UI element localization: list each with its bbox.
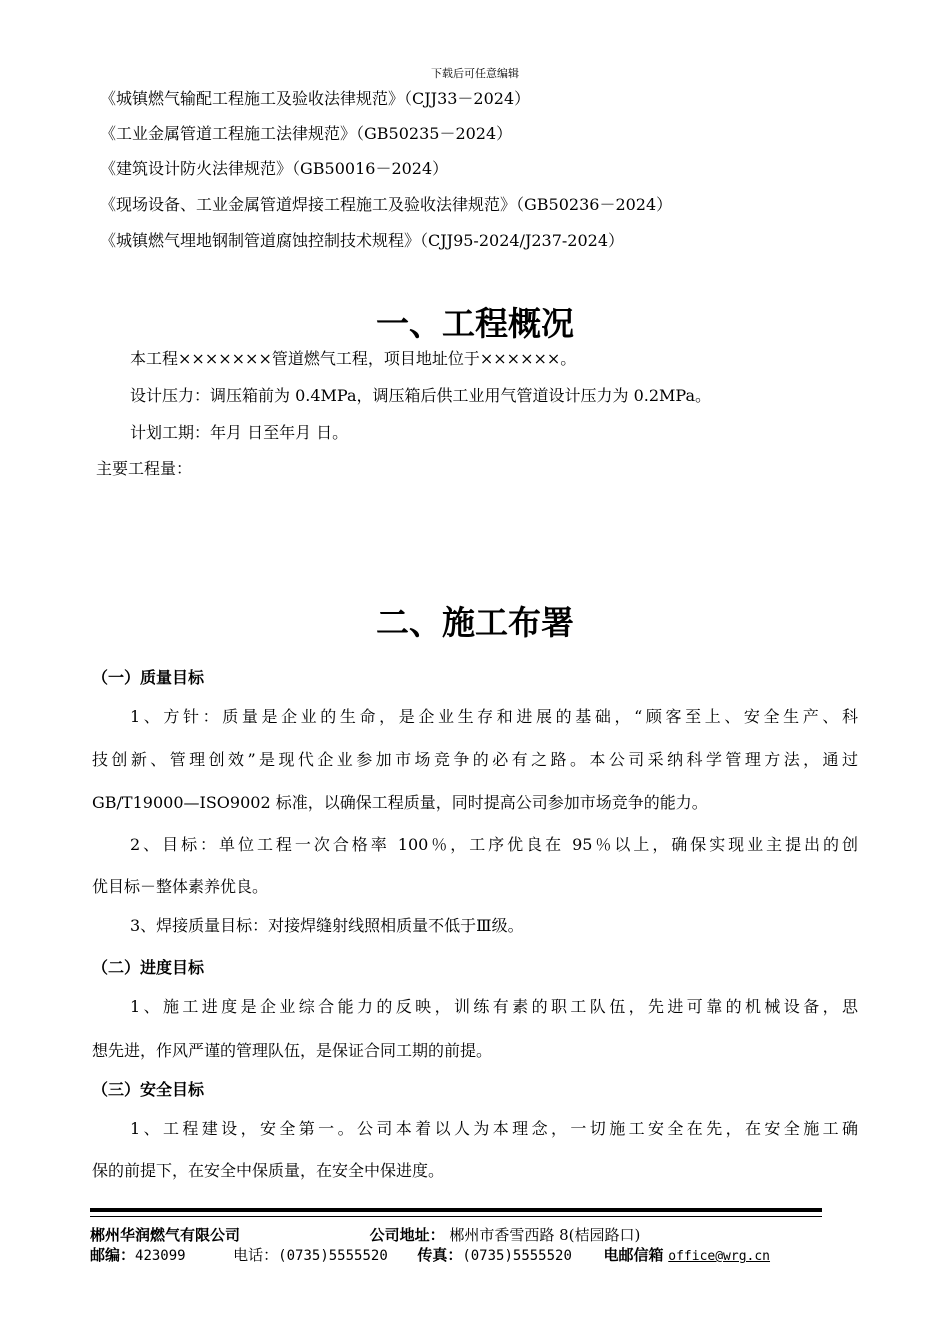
footer-email-label: 电邮信箱: [603, 1246, 664, 1264]
footer-email-link[interactable]: office@wrg.cn: [668, 1249, 771, 1264]
footer-fax: (0735)5555520: [462, 1248, 572, 1264]
section-title-deployment: 二、施工布署: [376, 603, 574, 642]
reference-item: 《城镇燃气埋地钢制管道腐蚀控制技术规程》（CJJ95-2024/J237-2024）: [100, 231, 625, 250]
footer-company-name: 郴州华润燃气有限公司: [90, 1226, 241, 1244]
progress-p1-line1: 1、施工进度是企业综合能力的反映，训练有素的职工队伍，先进可靠的机械设备，思: [130, 997, 858, 1016]
safety-p1-line1: 1、工程建设，安全第一。公司本着以人为本理念，一切施工安全在先，在安全施工确: [130, 1119, 858, 1138]
reference-item: 《工业金属管道工程施工法律规范》（GB50235－2024）: [100, 124, 513, 143]
footer-divider-thin: [90, 1216, 822, 1217]
quality-heading: （一）质量目标: [92, 668, 205, 687]
main-quantity-label: 主要工程量：: [96, 459, 193, 478]
footer-divider-thick: [90, 1208, 822, 1212]
overview-project-line: 本工程×××××××管道燃气工程，项目地址位于××××××。: [130, 349, 577, 368]
quality-p3: 3、焊接质量目标：对接焊缝射线照相质量不低于Ⅲ级。: [130, 916, 524, 935]
quality-p2-line2: 优目标－整体素养优良。: [92, 877, 269, 896]
footer-phone: (0735)5555520: [278, 1248, 388, 1264]
footer-address-label: 公司地址：: [369, 1226, 445, 1244]
safety-p1-line2: 保的前提下，在安全中保质量，在安全中保进度。: [92, 1161, 445, 1180]
footer-postcode-label: 邮编：: [90, 1246, 136, 1264]
section-title-overview: 一、工程概况: [376, 304, 574, 343]
footer-phone-label: 电话：: [233, 1246, 279, 1264]
header-note: 下载后可任意编辑: [431, 67, 519, 80]
footer-postcode: 423099: [135, 1248, 186, 1264]
quality-p1-line2: 技创新、管理创效”是现代企业参加市场竞争的必有之路。本公司采纳科学管理方法，通过: [92, 750, 858, 769]
overview-pressure-line: 设计压力：调压箱前为 0.4MPa，调压箱后供工业用气管道设计压力为 0.2MPa。: [130, 386, 712, 405]
progress-p1-line2: 想先进，作风严谨的管理队伍，是保证合同工期的前提。: [92, 1041, 493, 1060]
reference-item: 《建筑设计防火法律规范》（GB50016－2024）: [100, 159, 449, 178]
footer-address: 郴州市香雪西路 8(桔园路口): [449, 1226, 641, 1244]
footer-company-row: [90, 1226, 830, 1244]
safety-heading: （三）安全目标: [92, 1080, 205, 1099]
progress-heading: （二）进度目标: [92, 958, 205, 977]
quality-p2-line1: 2、目标：单位工程一次合格率 100％，工序优良在 95％以上，确保实现业主提出的创: [130, 835, 858, 854]
footer-contact-row: [90, 1246, 830, 1266]
reference-item: 《城镇燃气输配工程施工及验收法律规范》（CJJ33－2024）: [100, 89, 531, 108]
quality-p1-line3: GB/T19000—ISO9002 标准，以确保工程质量，同时提高公司参加市场竞争的能力。: [92, 793, 708, 812]
overview-schedule-line: 计划工期：年月 日至年月 日。: [130, 423, 349, 442]
footer-fax-label: 传真：: [417, 1246, 463, 1264]
reference-item: 《现场设备、工业金属管道焊接工程施工及验收法律规范》（GB50236－2024）: [100, 195, 673, 214]
quality-p1-line1: 1、方针：质量是企业的生命，是企业生存和进展的基础，“顾客至上、安全生产、科: [130, 707, 858, 726]
